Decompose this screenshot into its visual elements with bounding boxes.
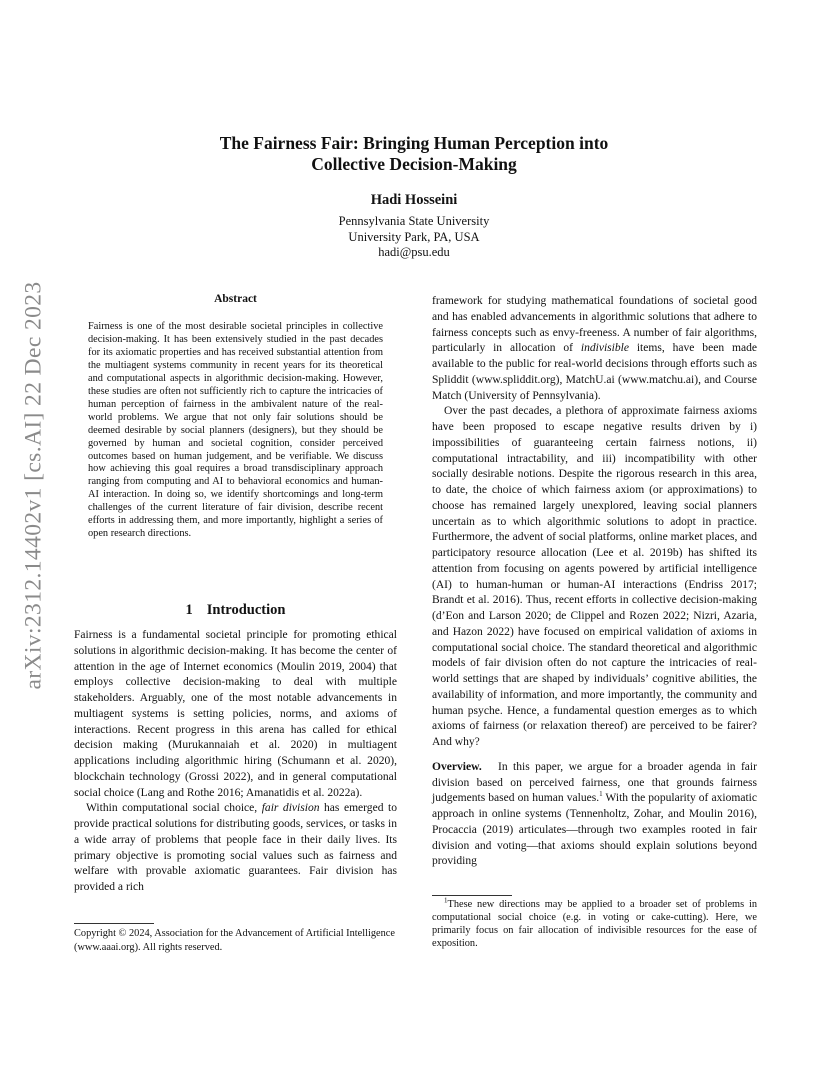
intro-paragraph-2 <box>74 801 397 896</box>
paper-title-line-2: Collective Decision-Making <box>311 154 517 174</box>
footnote-reference-mark: 1 <box>599 790 603 799</box>
overview-heading: Overview. <box>432 760 482 773</box>
footnote <box>432 896 757 951</box>
footnote-mark: 1 <box>444 896 448 905</box>
left-column-body <box>74 628 397 896</box>
copyright-rule <box>74 923 154 924</box>
intro-paragraph-2-start: Within computational social choice, <box>86 802 262 815</box>
intro-paragraph-2-emphasis: fair division <box>261 802 320 815</box>
author-affiliation <box>0 214 828 261</box>
affiliation-location: University Park, PA, USA <box>348 229 480 244</box>
section-title: Introduction <box>206 602 286 618</box>
affiliation-university: Pennsylvania State University <box>338 214 490 228</box>
right-paragraph-1 <box>432 294 757 404</box>
right-paragraph-1-start: framework for studying mathematical foundations of societal good and has enabled advancements in algorithmic solutions that adhere to fairness concepts such as envy-freeness. A number of fair algorithms, particularly in allocation of <box>432 295 757 355</box>
overview-paragraph <box>432 760 757 870</box>
right-paragraph-2: Over the past decades, a plethora of approximate fairness axioms have been proposed to escape negative results driven by i) impossibilities of guaranteeing certain fairness notions, ii) computational intractability, and iii) incompatibility with other socially desirable notions. Despite the rigorous research in this area, to date, the choice of which fairness axiom (or approximations) to choose has remained largely unexplored, leaving social planners uncertain as to which algorithmic solutions to adopt in practice. Furthermore, the advent of social platforms, online market places, and participatory resource allocation (Lee et al. 2019b) has shifted its attention from focusing on agents powered by artificial intelligence (AI) to human-human or human-AI interactions (Endriss 2017; Brandt et al. 2016). Thus, recent efforts in collective decision-making (d’Eon and Larson 2020; de Clippel and Rozen 2022; Nizri, Azaria, and Hazon 2022) have focused on empirical validation of axioms in computational social choice. The standard theoretical and algorithmic models of fair division often do not capture the intricacies of real-world settings that are shaped by individuals’ cognitive abilities, the availability of information, and more importantly, the community and human psyche. Hence, a fundamental question emerges as to which axioms of fairness (or relaxation thereof) are perceived to be fairer? And why? <box>432 405 757 748</box>
arxiv-identifier-margin <box>16 280 52 690</box>
author-name: Hadi Hosseini <box>370 192 458 208</box>
abstract-body: Fairness is one of the most desirable societal principles in collective decision-making. It has been extensively studied in the past decades for its axiomatic properties and has received substantial attention from the multiagent systems community in recent years for its theoretical and computational aspects in algorithmic decision-making. However, these studies are often not sufficiently rich to capture the intricacies of human perception of fairness in the ambivalent nature of the real-world problems. We argue that not only fair solutions should be deemed desirable by social planners (designers), but they should be governed by human and societal cognition, consider perceived outcomes based on human judgement, and be verifiable. We discuss how achieving this goal requires a broad transdisciplinary approach ranging from computing and AI to behavioral economics and human-AI interaction. In doing so, we identify shortcomings and long-term challenges of the current literature of fair division, describe recent efforts in addressing them, and more importantly, highlight a series of open research directions. <box>88 321 383 540</box>
right-column-body <box>432 294 757 870</box>
intro-paragraph-2-end: has emerged to provide practical solutions for distributing goods, services, or tasks in a wide array of problems that people face in their daily lives. Its primary objective is promoting social values such as fairness and welfare with provable axiomatic guarantees. Fair division has provided a rich <box>74 802 397 893</box>
right-paragraph-1-emphasis: indivisible <box>580 342 629 355</box>
right-paragraph-1-end: items, have been made available to the public for real-world decisions through efforts such as Spliddit (www.spliddit.org), MatchU.ai (www.matchu.ai), and Course Match (University of Pennsylvania). <box>432 342 757 402</box>
footnote-text: These new directions may be applied to a broader set of problems in computational social choice (e.g. in voting or cake-cutting). Here, we primarily focus on fair allocation of indivisible resources for the ease of exposition. <box>432 899 757 949</box>
author-email: hadi@psu.edu <box>378 245 450 259</box>
abstract-heading: Abstract <box>214 293 257 305</box>
section-heading-introduction <box>74 602 397 619</box>
section-number: 1 <box>185 602 193 618</box>
copyright-notice: Copyright © 2024, Association for the Advancement of Artificial Intelligence (www.aaai.org). All rights reserved. <box>74 928 395 954</box>
paper-title <box>0 133 828 175</box>
overview-text-start: In this paper, we argue for a broader agenda in fair division based on perceived fairness, one that grounds fairness judgements based on human values. <box>432 760 757 805</box>
arxiv-identifier-text: arXiv:2312.14402v1 [cs.AI] 22 Dec 2023 <box>20 280 47 690</box>
overview-text-end: With the popularity of axiomatic approach in online systems (Tennenholtz, Zohar, and Moulin 2016), Procaccia (2019) articulates—through two examples rooted in fair division and voting—that axioms should explain solutions beyond providing <box>432 792 757 868</box>
paper-title-line-1: The Fairness Fair: Bringing Human Perception into <box>219 133 609 153</box>
intro-paragraph-1: Fairness is a fundamental societal principle for promoting ethical solutions in algorithmic decision-making. It has become the center of attention in the age of Internet economics (Moulin 2019, 2004) that employs collective decision-making to deal with multiple stakeholders. Arguably, one of the most notable advancements in multiagent systems is setting policies, norms, and axioms of interactions. Recent progress in this arena has called for ethical decision making (Murukannaiah et al. 2020) in multiagent applications including algorithmic hiring (Schumann et al. 2020), blockchain technology (Grossi 2022), and in general computational social choice (Lang and Rothe 2016; Amanatidis et al. 2022a). <box>74 629 397 799</box>
